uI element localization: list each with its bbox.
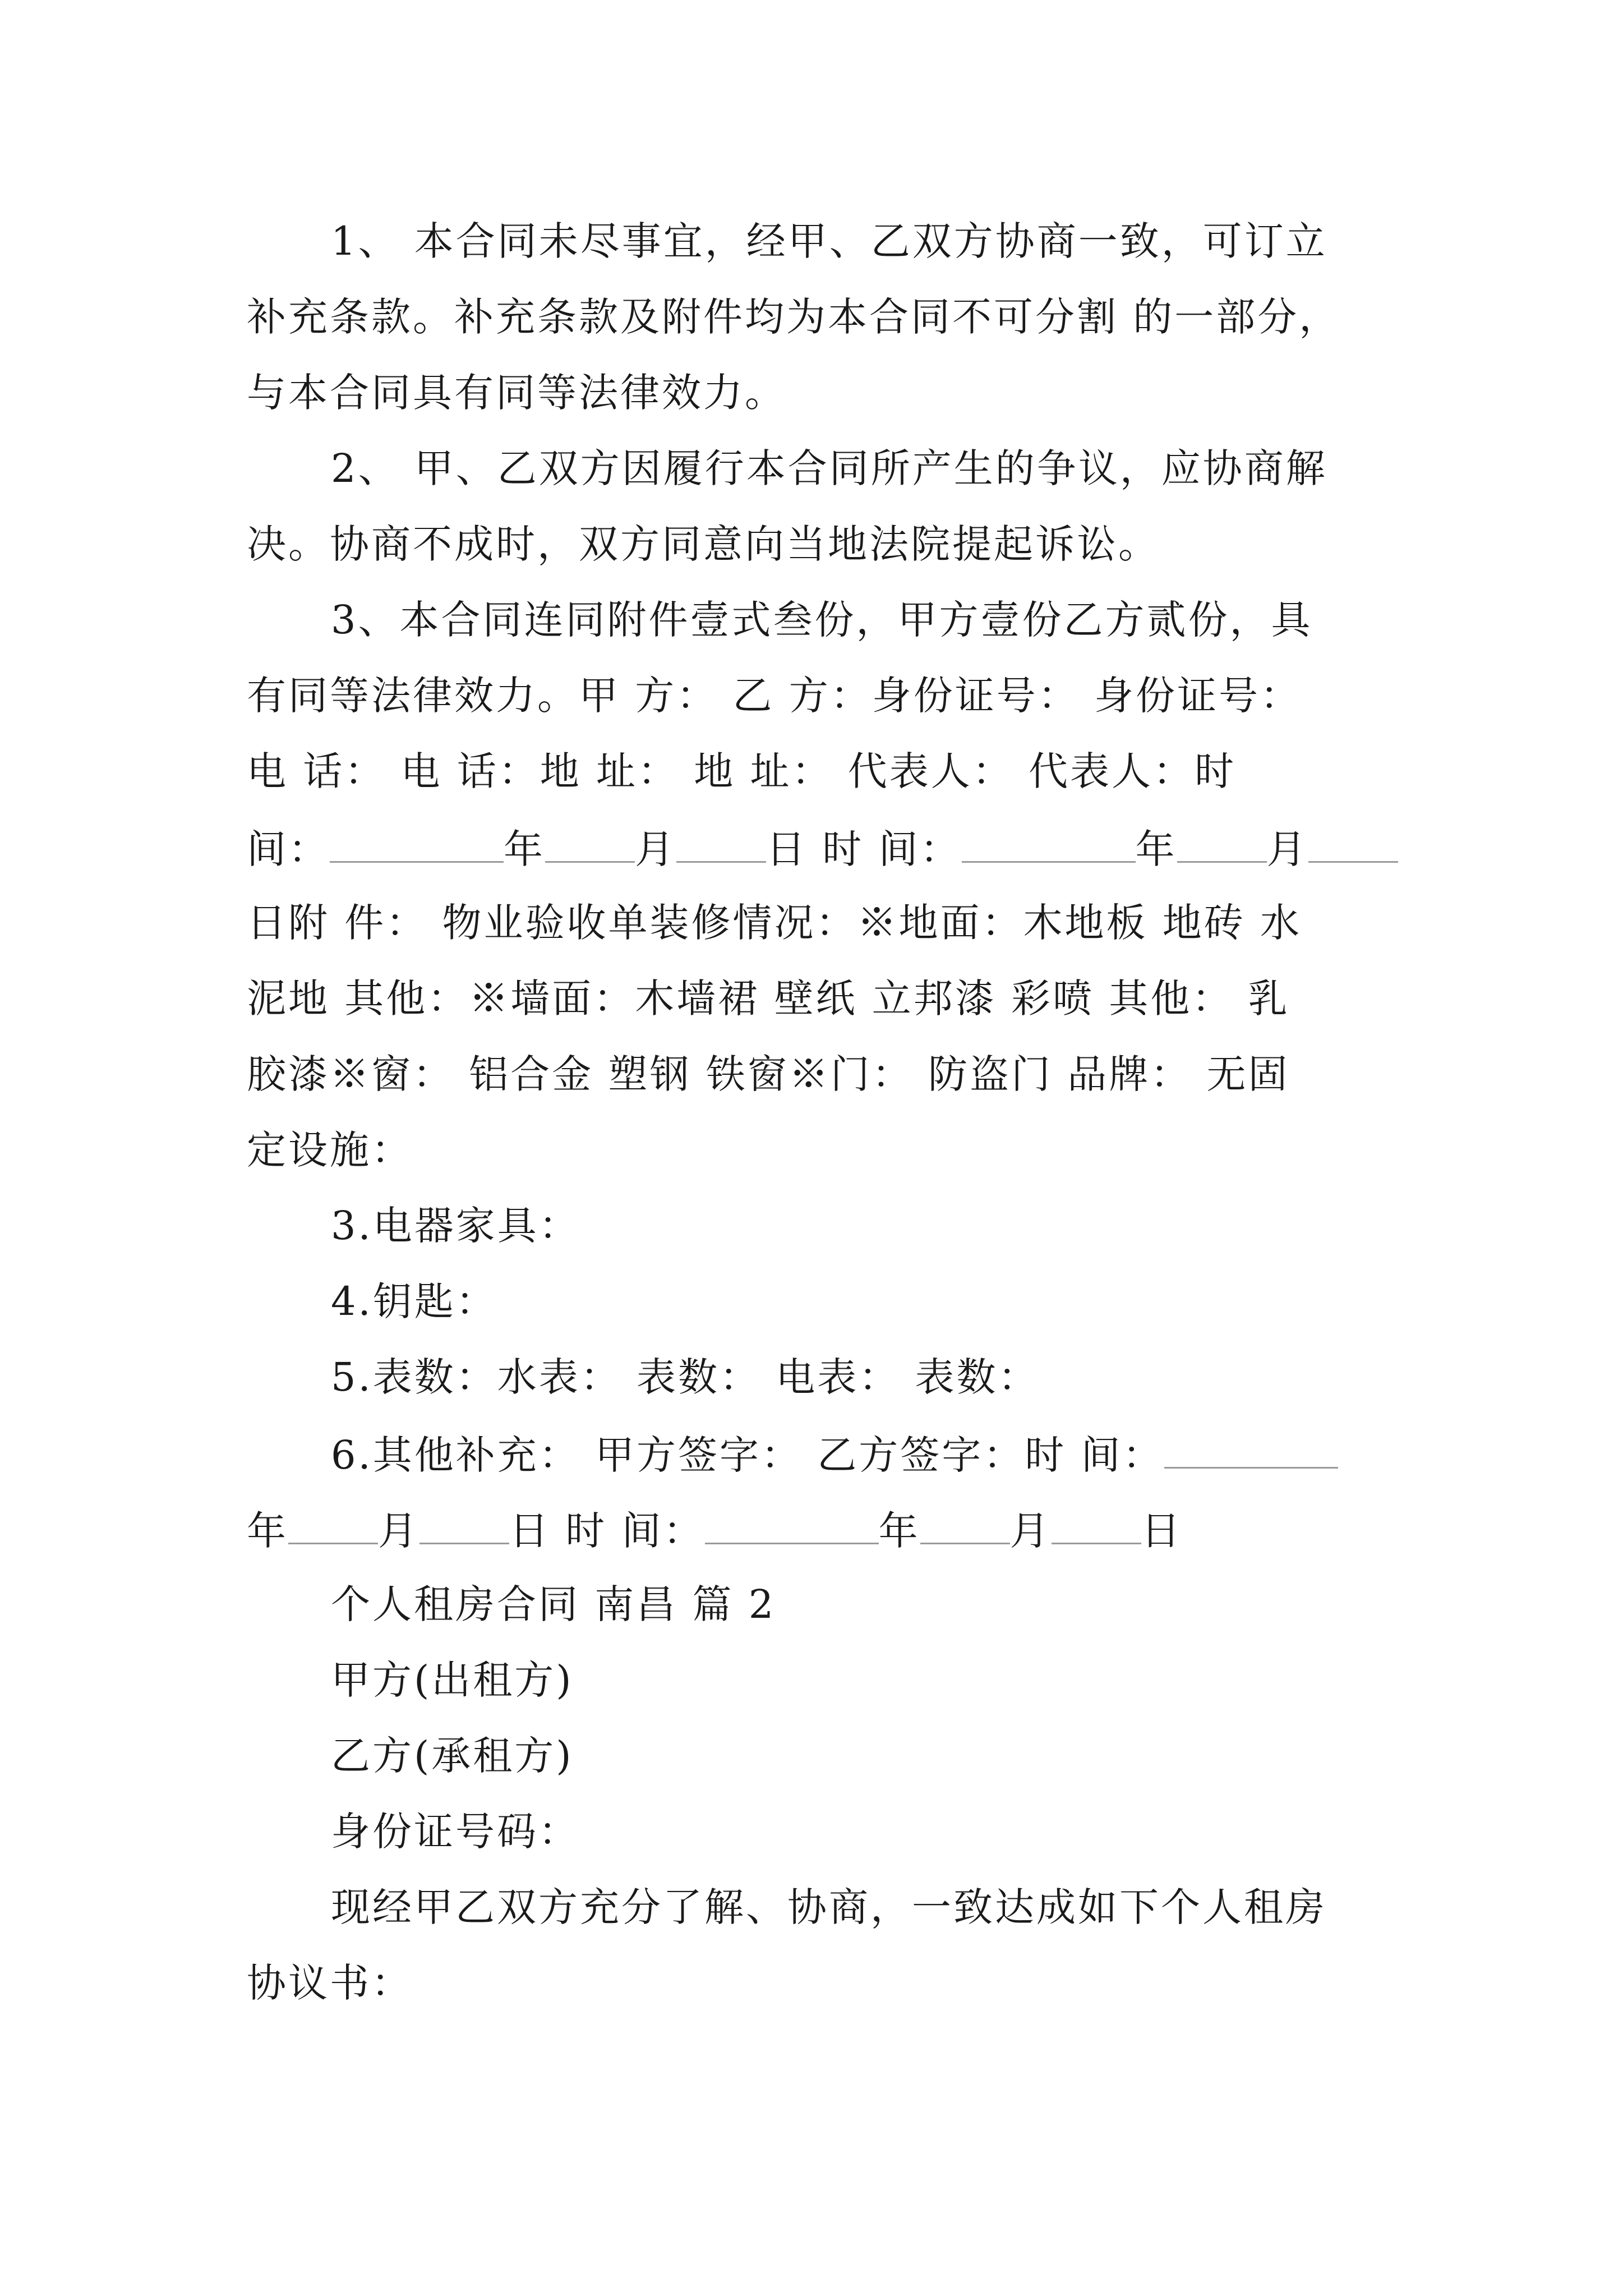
clause-1-line-2: 补充条款。补充条款及附件均为本合同不可分割 的一部分， [247, 294, 1341, 340]
month-blank [288, 1509, 378, 1544]
year-label: 年 [504, 826, 545, 872]
day-label: 日 [1141, 1508, 1183, 1554]
party-b-label: 乙方(承租方) [331, 1733, 574, 1779]
clause-3-line-6: 泥地 其他：※墙面：木墙裙 壁纸 立邦漆 彩喷 其他： 乳 [247, 976, 1290, 1022]
clause-3-line-8: 定设施： [247, 1127, 413, 1173]
clause-2-line-1: 2、 甲、乙双方因履行本合同所产生的争议，应协商解 [331, 445, 1327, 491]
year-blank [705, 1509, 879, 1544]
clause-3-date-line [247, 826, 1398, 872]
month-label: 月 [1266, 826, 1308, 872]
intro-line-2: 协议书： [247, 1960, 413, 2006]
date-label: 间： [247, 826, 330, 872]
month-label: 月 [378, 1508, 419, 1554]
year-blank [962, 827, 1136, 863]
day-time-label: 日 时 间： [766, 826, 962, 872]
intro-line-1: 现经甲乙双方充分了解、协商，一致达成如下个人租房 [331, 1884, 1327, 1930]
day-blank [1052, 1509, 1141, 1544]
clause-3-line-7: 胶漆※窗： 铝合金 塑钢 铁窗※门： 防盗门 品牌： 无固 [247, 1051, 1290, 1097]
clause-3-line-2: 有同等法律效力。甲 方： 乙 方：身份证号： 身份证号： [247, 673, 1302, 719]
signature-label: 6.其他补充： 甲方签字： 乙方签字：时 间： [331, 1432, 1164, 1478]
clause-2-line-2: 决。协商不成时，双方同意向当地法院提起诉讼。 [247, 521, 1160, 567]
item-appliances: 3.电器家具： [331, 1203, 580, 1249]
clause-3-line-3: 电 话： 电 话：地 址： 地 址： 代表人： 代表人：时 [247, 748, 1237, 794]
clause-1-line-1: 1、 本合同未尽事宜，经甲、乙双方协商一致，可订立 [331, 218, 1327, 264]
year-label: 年 [878, 1508, 920, 1554]
section-title: 个人租房合同 南昌 篇 2 [331, 1581, 776, 1627]
day-blank [419, 1509, 509, 1544]
day-blank [1308, 827, 1398, 863]
clause-3-line-5: 日附 件： 物业验收单装修情况：※地面：木地板 地砖 水 [247, 900, 1302, 946]
clause-3-line-1: 3、本合同连同附件壹式叁份，甲方壹份乙方贰份，具 [331, 597, 1313, 643]
month-label: 月 [1009, 1508, 1052, 1554]
item-meters: 5.表数：水表： 表数： 电表： 表数： [331, 1354, 1040, 1400]
year-blank [330, 827, 504, 863]
month-blank [920, 1509, 1010, 1544]
item-keys: 4.钥匙： [331, 1278, 497, 1324]
day-blank [676, 827, 766, 863]
item-other-line-1 [331, 1432, 1338, 1478]
day-time-label: 日 时 间： [509, 1508, 705, 1554]
month-blank [545, 827, 635, 863]
month-label: 月 [635, 826, 676, 872]
party-a-label: 甲方(出租方) [331, 1657, 574, 1703]
id-number-label: 身份证号码： [331, 1809, 580, 1855]
clause-1-line-3: 与本合同具有同等法律效力。 [247, 370, 786, 416]
item-other-date-line [247, 1508, 1183, 1554]
month-blank [1177, 827, 1267, 863]
year-label: 年 [1135, 826, 1177, 872]
time-blank [1164, 1433, 1338, 1469]
year-label: 年 [247, 1508, 288, 1554]
